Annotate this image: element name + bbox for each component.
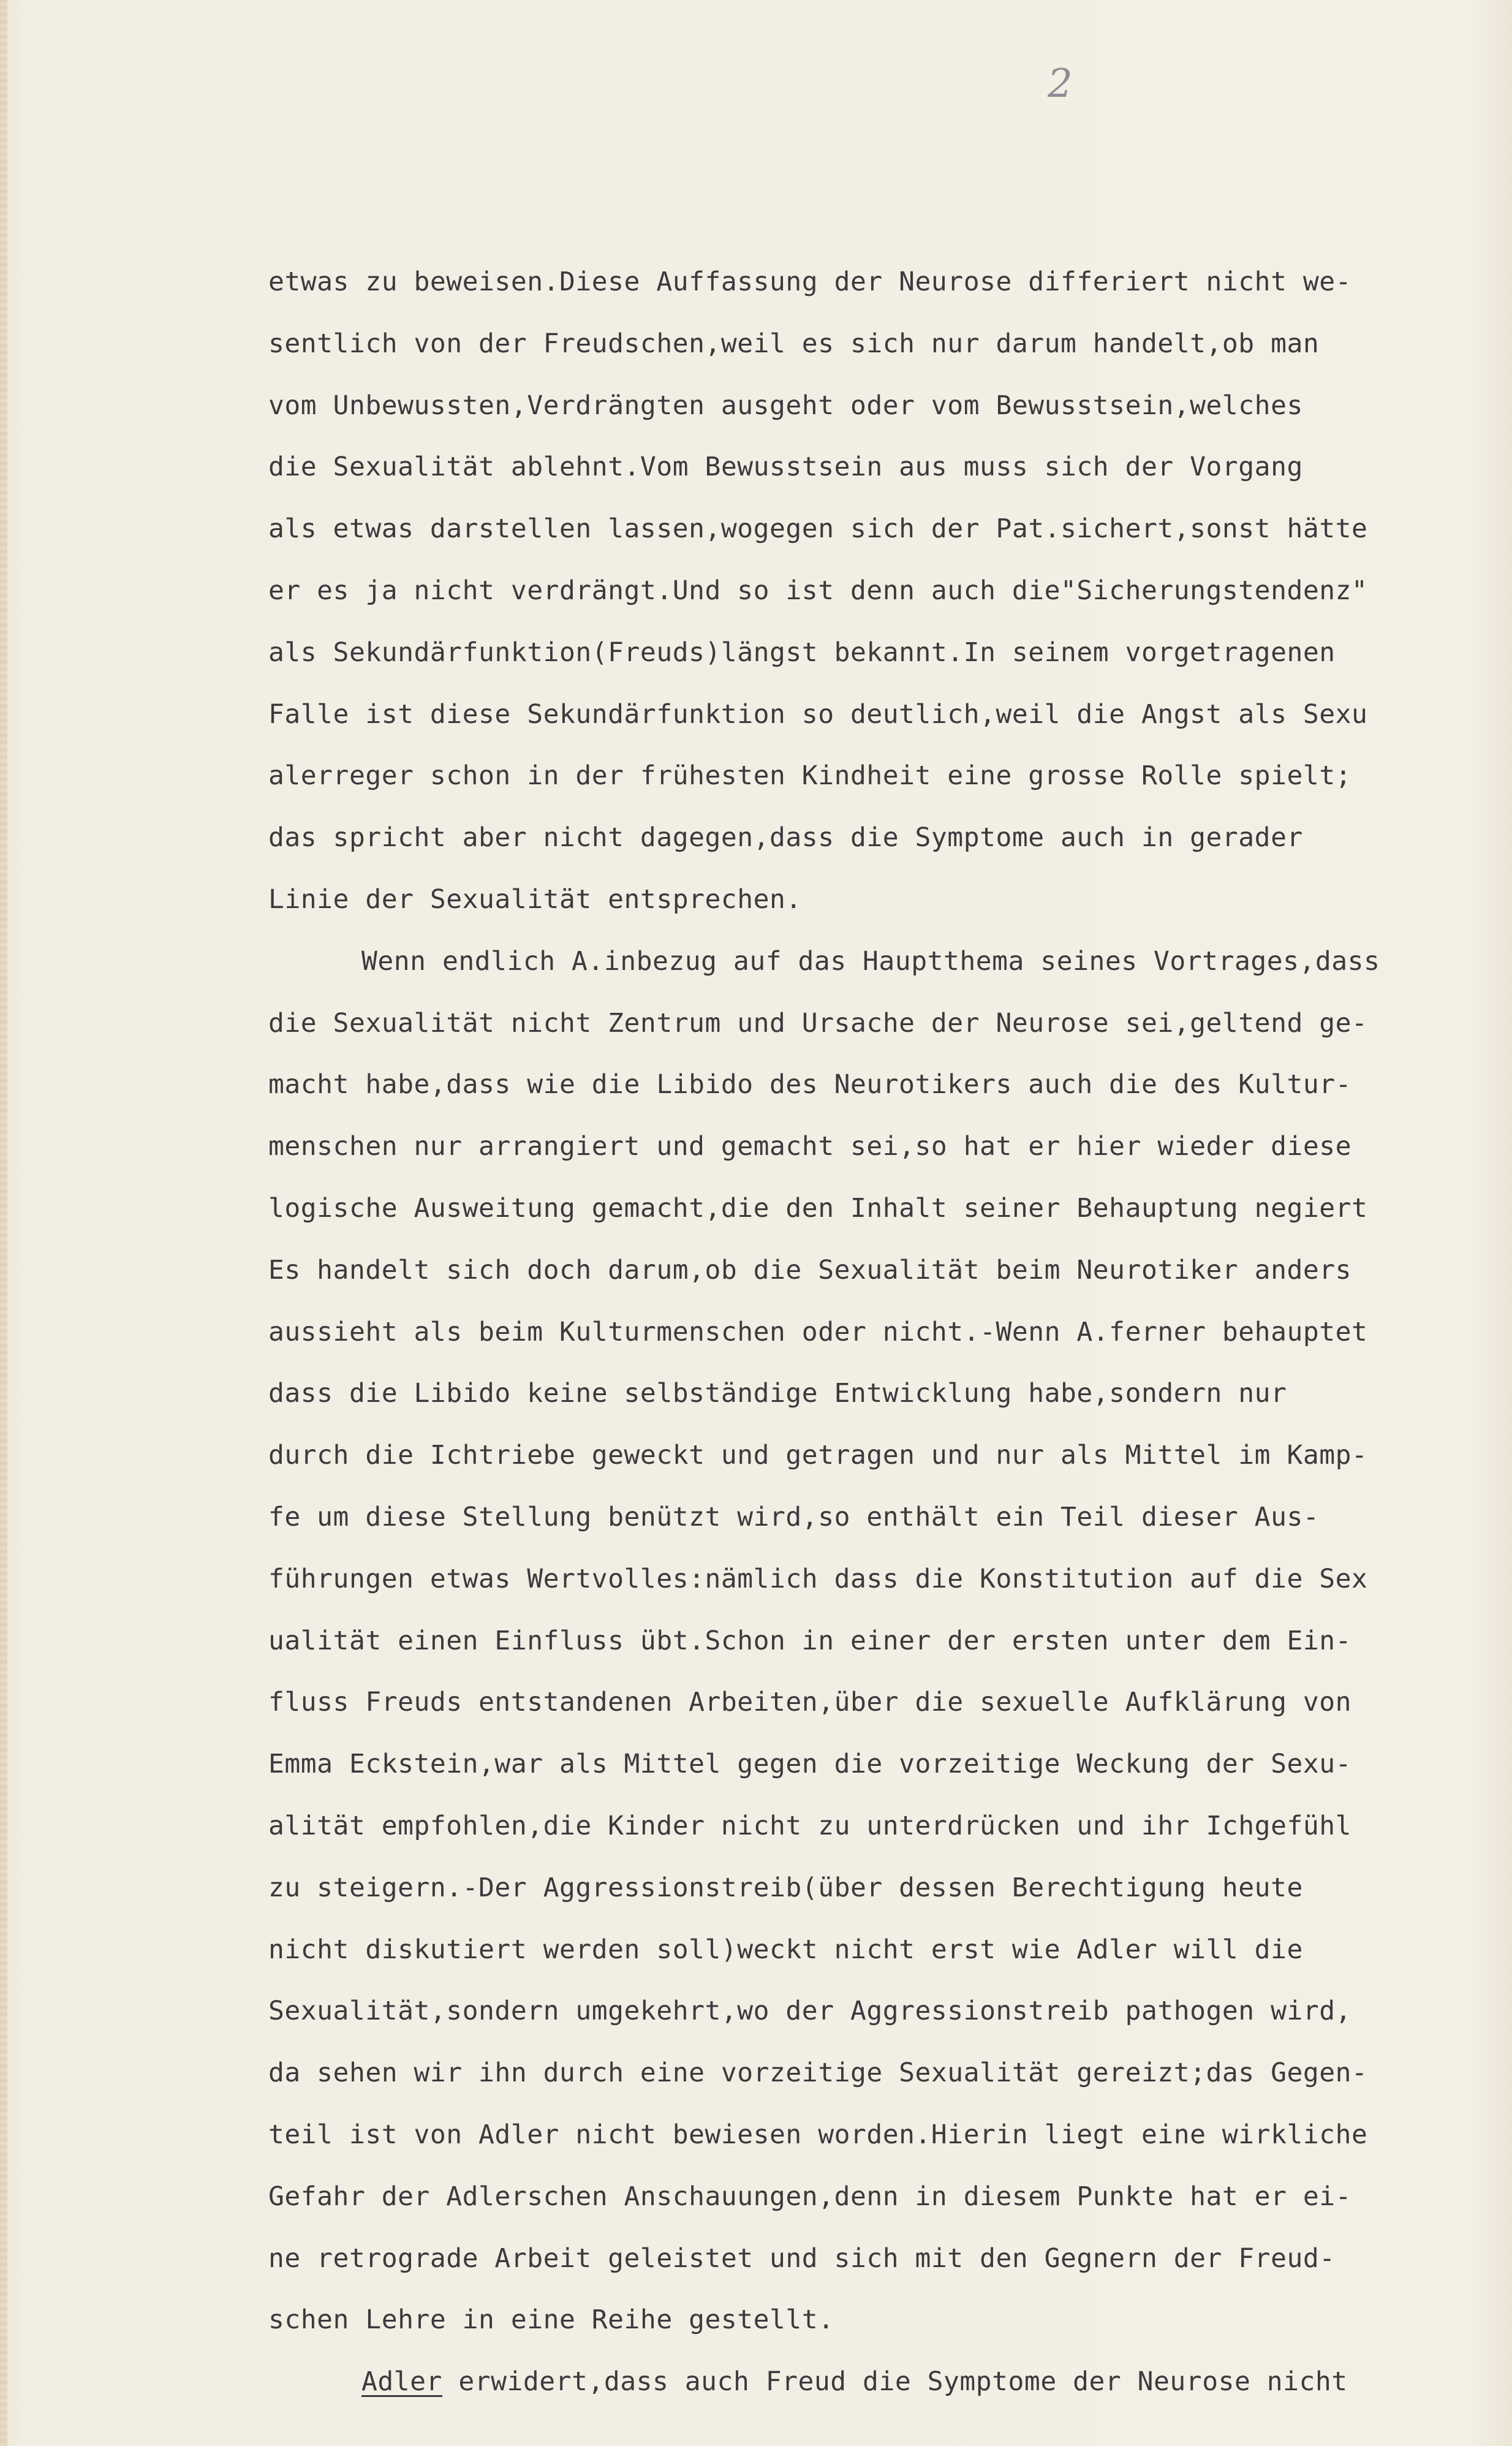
speaker-text: erwidert,dass auch Freud die Symptome der Neurose nicht <box>442 2366 1348 2398</box>
text-line: fluss Freuds entstandenen Arbeiten,über die sexuelle Aufklärung von <box>268 1687 1352 1718</box>
text-line: Sexualität,sondern umgekehrt,wo der Aggressionstreib pathogen wird, <box>268 1996 1352 2027</box>
text-line: da sehen wir ihn durch eine vorzeitige Sexualität gereizt;das Gegen- <box>268 2058 1368 2089</box>
text-line: sentlich von der Freudschen,weil es sich nur darum handelt,ob man <box>268 328 1320 359</box>
text-line: aussieht als beim Kulturmenschen oder nicht.-Wenn A.ferner behauptet <box>268 1316 1368 1347</box>
text-line: das spricht aber nicht dagegen,dass die Symptome auch in gerader <box>268 822 1303 854</box>
text-line: Linie der Sexualität entsprechen. <box>268 884 802 915</box>
text-line: schen Lehre in eine Reihe gestellt. <box>268 2304 834 2336</box>
speaker-name: Adler <box>361 2366 442 2398</box>
text-line: die Sexualität nicht Zentrum und Ursache der Neurose sei,geltend ge- <box>268 1007 1368 1039</box>
text-line: Emma Eckstein,war als Mittel gegen die vorzeitige Weckung der Sexu- <box>268 1749 1352 1780</box>
text-line: nicht diskutiert werden soll)weckt nicht erst wie Adler will die <box>268 1934 1303 1965</box>
paragraph-start-line: Wenn endlich A.inbezug auf das Hauptthema seines Vortrages,dass <box>361 945 1380 977</box>
text-line: macht habe,dass wie die Libido des Neurotikers auch die des Kultur- <box>268 1069 1352 1100</box>
text-line: Falle ist diese Sekundärfunktion so deutlich,weil die Angst als Sexu <box>268 699 1368 730</box>
typed-text-body <box>268 251 1500 2413</box>
text-line: alerreger schon in der frühesten Kindheit eine grosse Rolle spielt; <box>268 760 1352 792</box>
text-line: führungen etwas Wertvolles:nämlich dass die Konstitution auf die Sex <box>268 1563 1368 1594</box>
text-line: Gefahr der Adlerschen Anschauungen,denn in diesem Punkte hat er ei- <box>268 2181 1352 2212</box>
text-line: alität empfohlen,die Kinder nicht zu unterdrücken und ihr Ichgefühl <box>268 1810 1352 1841</box>
text-line: vom Unbewussten,Verdrängten ausgeht oder vom Bewusstsein,welches <box>268 390 1303 421</box>
text-line: teil ist von Adler nicht bewiesen worden.Hierin liegt eine wirkliche <box>268 2119 1368 2150</box>
text-line: zu steigern.-Der Aggressionstreib(über dessen Berechtigung heute <box>268 1872 1303 1903</box>
text-line: etwas zu beweisen.Diese Auffassung der Neurose differiert nicht we- <box>268 267 1352 297</box>
page-number: 2 <box>1048 61 1073 107</box>
text-line: menschen nur arrangiert und gemacht sei,so hat er hier wieder diese <box>268 1131 1352 1162</box>
text-line: als Sekundärfunktion(Freuds)längst bekannt.In seinem vorgetragenen <box>268 637 1336 668</box>
text-line: ualität einen Einfluss übt.Schon in einer der ersten unter dem Ein- <box>268 1625 1352 1656</box>
text-line: er es ja nicht verdrängt.Und so ist denn auch die"Sicherungstendenz" <box>268 575 1368 606</box>
text-line: als etwas darstellen lassen,wogegen sich der Pat.sichert,sonst hätte <box>268 513 1368 545</box>
paragraph-start-line <box>268 2351 1500 2413</box>
text-line: durch die Ichtriebe geweckt und getragen und nur als Mittel im Kamp- <box>268 1440 1368 1471</box>
text-line: fe um diese Stellung benützt wird,so enthält ein Teil dieser Aus- <box>268 1501 1320 1532</box>
text-line: ne retrograde Arbeit geleistet und sich mit den Gegnern der Freud- <box>268 2243 1336 2274</box>
text-line: dass die Libido keine selbständige Entwicklung habe,sondern nur <box>268 1378 1287 1409</box>
text-line: Es handelt sich doch darum,ob die Sexualität beim Neurotiker anders <box>268 1254 1352 1285</box>
text-line: die Sexualität ablehnt.Vom Bewusstsein aus muss sich der Vorgang <box>268 452 1303 483</box>
text-line: logische Ausweitung gemacht,die den Inhalt seiner Behauptung negiert <box>268 1192 1368 1224</box>
paper-edge <box>0 0 7 2446</box>
